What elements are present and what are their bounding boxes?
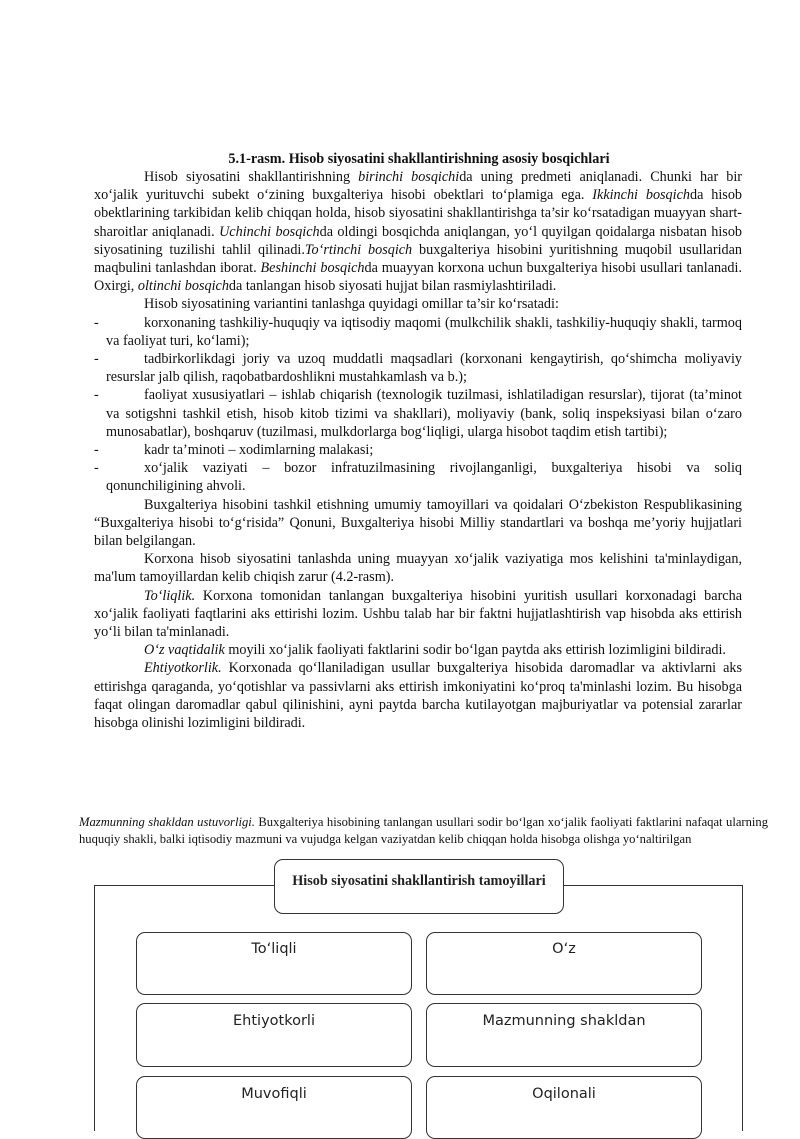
stage-term: To‘rtinchi bosqich [304,241,413,258]
text-run: da tanlangan hisob siyosati hujjat bilan rasmiylashtiriladi. [228,278,557,295]
completeness-paragraph [94,587,742,642]
list-item-text: xo‘jalik vaziyati – bozor infratuzilmasining rivojlanganligi, buxgalteriya hisobi va soliq qonunchiligining ahvoli. [106,460,742,495]
frame-left [94,885,95,1131]
text-run: buxgalteriya hisobini yuritishning muqobil usullaridan maqbulini tanlashdan iborat. [94,241,742,277]
list-dash: - [94,314,99,331]
principle-box: O‘z [426,932,702,995]
diagram-title-box: Hisob siyosatini shakllantirish tamoyillari [274,859,564,914]
timeliness-paragraph [94,641,742,659]
list-item [94,350,742,386]
list-item [94,386,742,441]
text-run: da muayyan korxona uchun buxgalteriya hisobi usullari tanlanadi. Oxirgi, [94,260,742,295]
principle-term: To‘liqlik. [144,587,196,604]
principle-term: Mazmunning shakldan ustuvorligi. [79,814,255,829]
list-dash: - [94,387,99,404]
principle-box: Oqilonali [426,1076,702,1139]
text-run: Korxonada qo‘llaniladigan usullar buxgalteriya hisobida daromadlar va aktivlarni aks ettirishga qaraganda, yo‘qotishlar va passivlarni aks ettirish imkoniyatini ko‘proq ta'minlashi lozim. Bu hisobga faqat olingan daromadlar qabul qilinishini, ayni paytda barcha kutilayotgan majburiyatlar va potensial zararlar hisobga olinishi lozimligini bildiradi. [94,660,742,732]
stage-term: Uchinchi bosqich [219,223,320,240]
list-item [94,314,742,350]
text-run: da uning predmeti aniqlanadi. Chunki har bir xo‘jalik yurituvchi subekt o‘zining buxgalteriya hisobi obektlari to‘plamiga ega. [94,169,742,204]
principle-box: Mazmunning shakldan [426,1003,702,1067]
text-run: Korxona tomonidan tanlangan buxgalteriya hisobini yuritish usullari korxonadagi barcha xo‘jalik faoliyati faqtlarini aks ettirishi lozim. Ushbu talab har bir faktni hujjatlashtirish vap hisobda aks ettirish yo‘li bilan ta'minlanadi. [94,587,742,641]
principle-box: Ehtiyotkorli [136,1003,412,1067]
text-run: Hisob siyosatini shakllantirishning [144,169,359,185]
principle-box: To‘liqli [136,932,412,995]
list-item-text: tadbirkorlikdagi joriy va uzoq muddatli maqsadlari (korxonani kengaytirish, qo‘shimcha moliyaviy resurslar jalb qilish, raqobatbardoshlikni mustahkamlash va b.); [106,351,742,386]
stage-term: Ikkinchi bosqich [592,187,690,204]
principles-paragraph: Buxgalteriya hisobini tashkil etishning umumiy tamoyillari va qoidalari O‘zbekiston Respublikasining “Buxgalteriya hisobi to‘g‘risida” Qonuni, Buxgalteriya hisobi Milliy standartlari va boshqa me’yoriy hujjatlari bilan belgilangan. [94,496,742,550]
list-item [94,459,742,495]
principle-box: Muvofiqli [136,1076,412,1139]
list-item-text: korxonaning tashkiliy-huquqiy va iqtisodiy maqomi (mulkchilik shakli, tashkiliy-huquqiy shakli, tarmoq va faoliyat turi, ko‘lami); [106,314,742,349]
choice-paragraph: Korxona hisob siyosatini tanlashda uning muayyan xo‘jalik vaziyatiga mos kelishini ta'minlaydigan, ma'lum tamoyillardan kelib chiqish zarur (4.2-rasm). [94,551,742,586]
text-run: moyili xo‘jalik faoliyati faktlarini sodir bo‘lgan paytda aks ettirish lozimligini bildiradi. [224,642,726,659]
list-dash: - [94,351,99,368]
stage-term: oltinchi bosqich [137,278,229,295]
text-run: da oldingi bosqichda aniqlangan, yo‘l quyilgan qoidalarga nisbatan hisob siyosatining tuzilishi tahlil qilinadi. [94,223,743,258]
stage-term: birinchi bosqichi [358,169,460,185]
substance-paragraph [79,814,768,848]
principle-term: O‘z vaqtidalik [144,642,225,659]
principles-diagram [0,855,800,1131]
frame-top-right [563,885,743,886]
list-item [94,441,742,459]
list-dash: - [94,460,99,477]
stages-paragraph [94,168,742,295]
factors-intro: Hisob siyosatining variantini tanlashga quyidagi omillar ta’sir ko‘rsatadi: [144,296,559,313]
prudence-paragraph [94,659,742,732]
frame-right [742,885,743,1131]
principle-term: Ehtiyotkorlik. [144,660,222,677]
text-run: Buxgalteriya hisobining tanlangan usullari sodir bo‘lgan xo‘jalik faoliyati faktlarini nafaqat ularning huquqiy shakli, balki iqtisodiy mazmuni va vujudga kelgan vaziyatdan kelib chiqqan holda hisobga olishga yo‘naltirilgan [79,814,768,846]
frame-top-left [94,885,275,886]
list-dash: - [94,442,99,459]
figure-title: 5.1-rasm. Hisob siyosatini shakllantirishning asosiy bosqichlari [228,151,610,167]
stage-term: Beshinchi bosqich [260,260,365,277]
main-text [94,168,742,732]
list-item-text: kadr ta’minoti – xodimlarning malakasi; [144,442,374,459]
text-run: da hisob obektlarining tarkibidan kelib chiqqan holda, hisob siyosatini shakllantirishga ta’sir ko‘rsatadigan muayyan shart-sharoitlar aniqlanadi. [94,187,743,240]
list-item-text: faoliyat xususiyatlari – ishlab chiqarish (texnologik tuzilmasi, ishlatiladigan resurslar), tijorat (ta’minot va sotigshni tashkil etish, hisob kitob tizimi va shakllari), moliyaviy (bank, soliq inspeksiyasi bilan o‘zaro munosabatlar), boshqaruv (tuzilmasi, mulkdorlarga bog‘liqligi, ularga hisobot taqdim etish tartibi); [106,387,742,440]
